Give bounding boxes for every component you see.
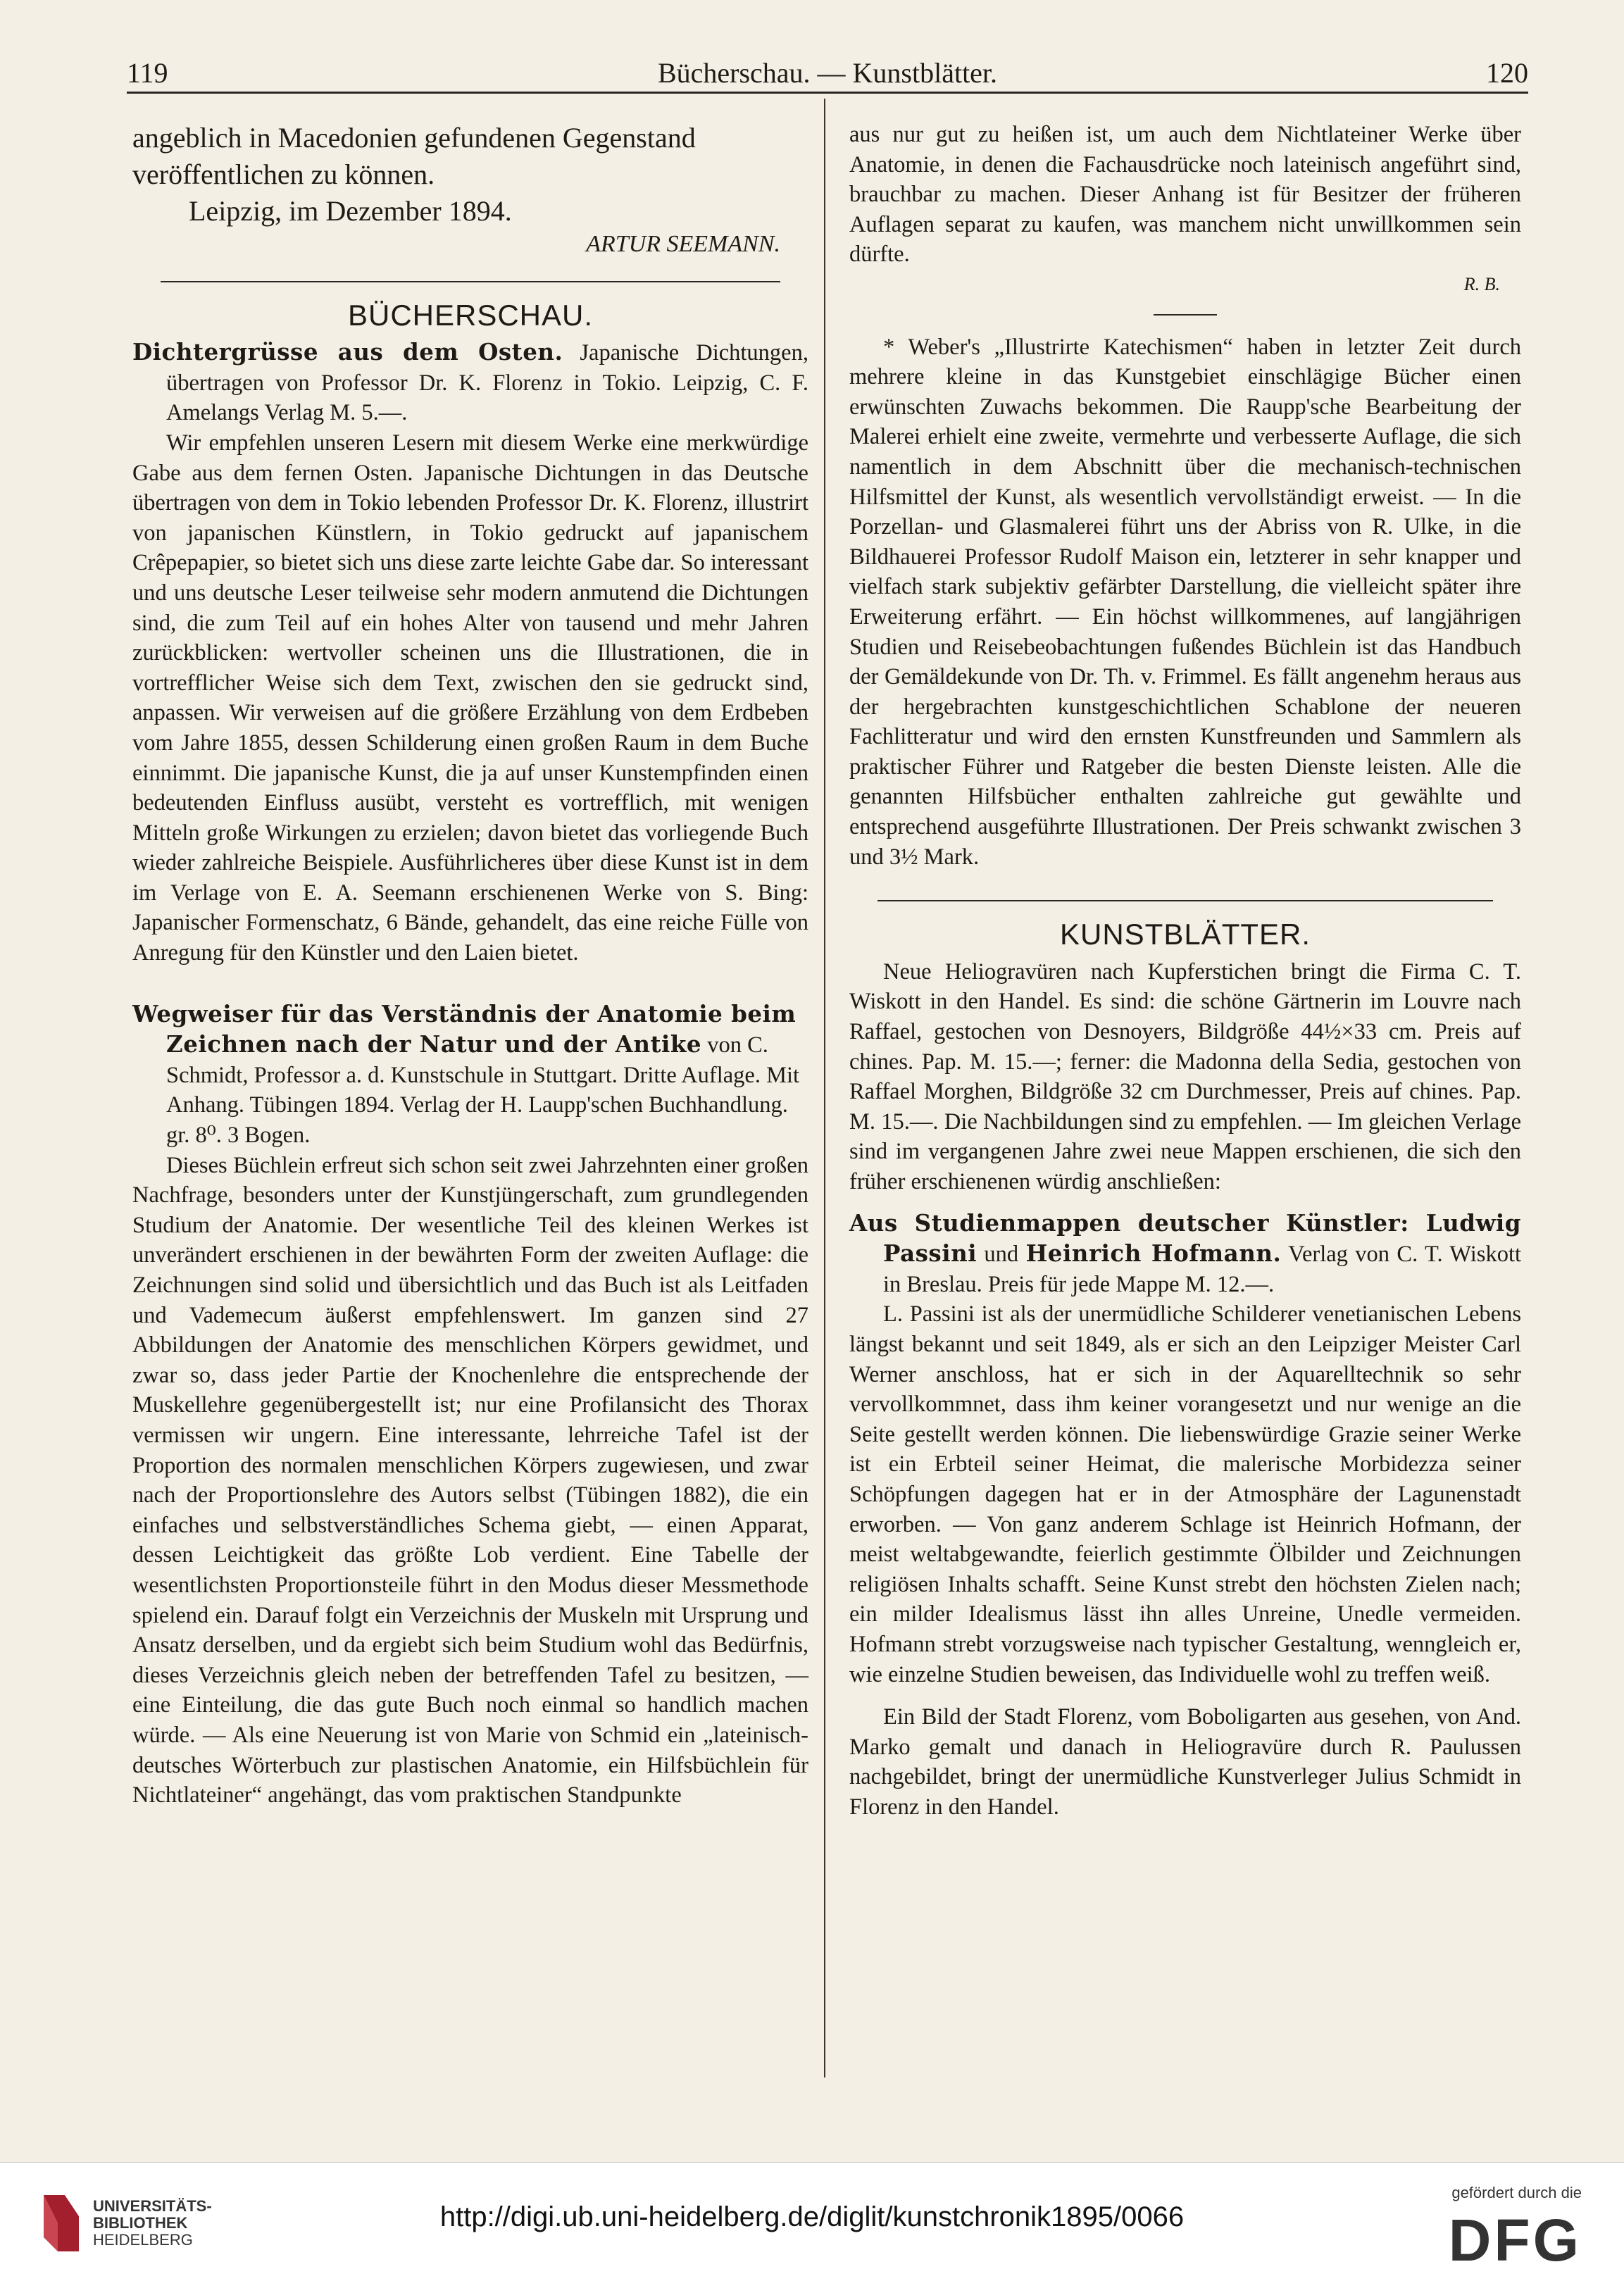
passini-hofmann-text: L. Passini ist als der unermüdliche Schilderer venetianischen Lebens längst bekannt und seit 1849, als er sich an den Leipziger Meister Carl Werner anschloss, hat er sich in der Aquarelltechnik so sehr vervollkommnet, dass ihm keiner vorangesetzt und nur wenige an die Seite gestellt werden können. Die liebenswürdige Grazie seiner Werke ist ein Erbteil seiner Heimat, die malerische Morbidezza seiner Schöpfungen dagegen hat er in der Atmosphäre der Lagunenstadt erworben. — Von ganz anderem Schlage ist Heinrich Hofmann, der meist weltabgewandte, feierlich gestimmte Ölbilder und Zeichnungen religiösen Inhalts schafft. Seine Kunst strebt den höchsten Zielen nach; ein milder Idealismus lässt ihn alles Unreine, Unedle vermeiden. Hofmann strebt vorzugsweise nach typischer Gestaltung, wenngleich er, wie einzelne Studien beweisen, das Individuelle wohl zu treffen weiß. <box>849 1301 1521 1687</box>
review-text: Wir empfehlen unseren Lesern mit diesem Werke eine merkwürdige Gabe aus dem fernen Osten. Japanische Dichtungen in das Deutsche übertragen von dem in Tokio lebenden Professor Dr. K. Florenz, illustrirt von japanischen Künstlern, in Tokio gedruckt auf japanischem Crêpepapier, so bietet sich uns diese zarte leichte Gabe dar. So interessant und uns deutsche Leser teilweise sehr modern anmutend die Dichtungen sind, die zum Teil auf ein hohes Alter von tausend und mehr Jahren zurückblicken: wertvoller scheinen uns die Illustrationen, die in vortrefflicher Weise sich dem Text, zwischen den sie gedruckt sind, anpassen. Wir verweisen auf die größere Erzählung von dem Erdbeben vom Jahre 1855, dessen Schilderung einen großen Raum in dem Buche einnimmt. Die japanische Kunst, die ja auf unser Kunstempfinden einen bedeutenden Einfluss ausübt, versteht es vortrefflich, mit wenigen Mitteln große Wirkungen zu erzielen; davon bietet das vorliegende Buch wieder zahlreiche Beispiele. Ausführlicheres über diese Kunst ist in dem im Verlage von E. A. Seemann erschienenen Werke von S. Bing: Japanischer Formenschatz, 6 Bände, gehandelt, das eine reiche Fülle von Anregung für den Künstler und den Laien bietet. <box>132 430 808 966</box>
left-column <box>132 120 808 1811</box>
separator-rule <box>1154 314 1217 315</box>
column-divider <box>824 99 825 2077</box>
book-title: Aus Studienmappen deutscher Künstler: Ludwig Passini <box>849 1208 1521 1268</box>
digitization-footer <box>0 2162 1624 2281</box>
right-column <box>849 120 1521 1822</box>
book-info: Verlag von C. T. Wiskott in Breslau. Preis für jede Mappe M. 12.—. <box>883 1242 1522 1297</box>
running-header <box>127 51 1528 93</box>
continued-text: aus nur gut zu heißen ist, um auch dem Nichtlateiner Werke über Anatomie, in denen die Fachausdrücke noch lateinisch angeführt sind, brauchbar zu machen. Dieser Anhang ist für Besitzer der früheren Auflagen separat zu kaufen, was manchem nicht unwillkommen sein dürfte. <box>849 122 1521 268</box>
source-url-link[interactable]: http://digi.ub.uni-heidelberg.de/diglit/kunstchronik1895/0066 <box>439 2201 1185 2232</box>
florenz-text: Ein Bild der Stadt Florenz, vom Boboligarten aus gesehen, von And. Marko gemalt und danach in Heliogravüre durch R. Paulussen nachgebildet, bringt der unermüdliche Kunstverleger Julius Schmidt in Florenz in den Handel. <box>849 1704 1521 1820</box>
page-number-right: 120 <box>1486 57 1528 89</box>
book-entry-dichtergruesse <box>132 337 808 428</box>
page-number-left: 119 <box>127 57 168 89</box>
katechismen-text: * Weber's „Illustrirte Katechismen“ haben in letzter Zeit durch mehrere kleine in das Kunstgebiet einschlägige Bücher einen erwünschten Zuwachs bekommen. Die Raupp'sche Bearbeitung der Malerei erhielt eine zweite, vermehrte und verbesserte Auflage, die sich namentlich in dem Abschnitt über die mechanisch-technischen Hilfsmittel der Kunst, als wesentlich vervollständigt erweist. — In die Porzellan- und Glasmalerei führt uns der Abriss von R. Ulke, in die Bildhauerei Professor Rudolf Maison ein, letzterer in sehr knapper und vielfach stark subjektiv gefärbter Darstellung, die vielleicht später ihre Erweiterung erfährt. — Ein höchst willkommenes, auf langjährigen Studien und Reisebeobachtungen fußendes Büchlein ist das Handbuch der Gemäldekunde von Dr. Th. v. Frimmel. Es fällt angenehm heraus aus der hergebrachten kunstgeschichtlichen Schablone der neueren Fachlitteratur und wird den ernsten Kunstfreunden und Sammlern als praktischer Führer und Ratgeber die besten Dienste leisten. Alle die genannten Hilfsbücher enthalten zahlreiche gut gewählte und entsprechend ausgeführte Illustrationen. Der Preis schwankt zwischen 3 und 3½ Mark. <box>849 334 1521 870</box>
review-text: Dieses Büchlein erfreut sich schon seit zwei Jahrzehnten einer großen Nachfrage, besonders unter der Kunstjüngerschaft, zum grundlegenden Studium der Anatomie. Der wesentliche Teil des kleinen Werkes ist unverändert erschienen in der bewährten Form der zweiten Auflage: die Zeichnungen sind solid und übersichtlich und das Buch ist als Leitfaden und Vademecum äußerst empfehlenswert. Im ganzen sind 27 Abbildungen der Anatomie des menschlichen Körpers gewidmet, und zwar so, dass jeder Partie der Knochenlehre die entsprechende der Muskellehre gegenübergestellt ist; nur eine Profilansicht des Thorax vermissen wir ungern. Eine interessante, lehrreiche Tafel ist der Proportion des normalen menschlichen Körpers zugewiesen, und zwar nach der Proportionslehre des Autors selbst (Tübingen 1882), die ein einfaches und selbstverständliches Schema giebt, — einen Apparat, dessen Leichtigkeit das größte Lob verdient. Eine Tabelle der wesentlichsten Proportionsteile führt in den Modus dieser Messmethode spielend ein. Darauf folgt ein Verzeichnis der Muskeln mit Ursprung und Ansatz derselben, und da ergiebt sich beim Studium wohl das Bedürfnis, dieses Verzeichnis gleich neben der betreffenden Tafel zu besitzen, — eine Einteilung, die das gute Buch noch einmal so handlich machen würde. — Als eine Neuerung ist von Marie von Schmid ein „lateinisch-deutsches Wörterbuch zur plastischen Anatomie, ein Hilfsbüchlein für Nichtlateiner“ angehängt, das vom praktischen Standpunkte <box>132 1152 808 1808</box>
dfg-logo: DFG <box>1448 2207 1582 2273</box>
book-info: Japanische Dichtungen, übertragen von Professor Dr. K. Florenz in Tokio. Leipzig, C. F. Amelangs Verlag M. 5.—. <box>166 340 808 426</box>
institution-line: BIBLIOTHEK <box>93 2214 188 2232</box>
section-rule <box>877 900 1493 901</box>
heliogravueren-text: Neue Heliogravüren nach Kupferstichen bringt die Firma C. T. Wiskott in den Handel. Es sind: die schöne Gärtnerin im Louvre nach Raffael, gestochen von Desnoyers, Bildgröße 44½×33 cm. Preis auf chines. Pap. M. 15.—; ferner: die Madonna della Sedia, gestochen von Raffael Morghen, Bildgröße 32 cm Durchmesser, Preis auf chines. Pap. M. 15.—. Die Nachbildungen sind zu empfehlen. — Im gleichen Verlage sind im vergangenen Jahre zwei neue Mappen erschienen, die sich den früher erschienenen würdig anschließen: <box>849 958 1521 1194</box>
book-info: von C. Schmidt, Professor a. d. Kunstschule in Stuttgart. Dritte Auflage. Mit Anhang. Tübingen 1894. Verlag der H. Laupp'schen Buchhandlung. gr. 8⁰. 3 Bogen. <box>166 1032 800 1149</box>
book-info-und: und <box>977 1242 1026 1268</box>
intro-line-2: veröffentlichen zu können. <box>132 158 435 190</box>
institution-line: HEIDELBERG <box>93 2231 193 2249</box>
header-rule <box>127 92 1528 94</box>
book-title: Dichtergrüsse aus dem Osten. <box>132 338 563 366</box>
author-signature: ARTUR SEEMANN. <box>586 231 780 257</box>
book-entry-wegweiser <box>132 999 808 1151</box>
sponsor-text: gefördert durch die <box>1451 2184 1582 2201</box>
book-title-2: Heinrich Hofmann. <box>1025 1239 1282 1268</box>
book-title: Wegweiser für das Verständnis der Anatomie beim Zeichnen nach der Natur und der Antike <box>132 999 797 1058</box>
reviewer-initials: R. B. <box>1463 273 1500 294</box>
book-entry-studienmappen <box>849 1208 1521 1300</box>
institution-line: UNIVERSITÄTS- <box>93 2197 212 2215</box>
section-title-buecherschau: BÜCHERSCHAU. <box>347 298 594 332</box>
running-title: Bücherschau. — Kunstblätter. <box>657 57 998 89</box>
intro-line-1: angeblich in Macedonien gefundenen Gegenstand <box>132 122 696 154</box>
section-rule <box>161 281 780 282</box>
place-date: Leipzig, im Dezember 1894. <box>189 195 512 227</box>
section-title-kunstblaetter: KUNSTBLÄTTER. <box>1059 918 1311 951</box>
